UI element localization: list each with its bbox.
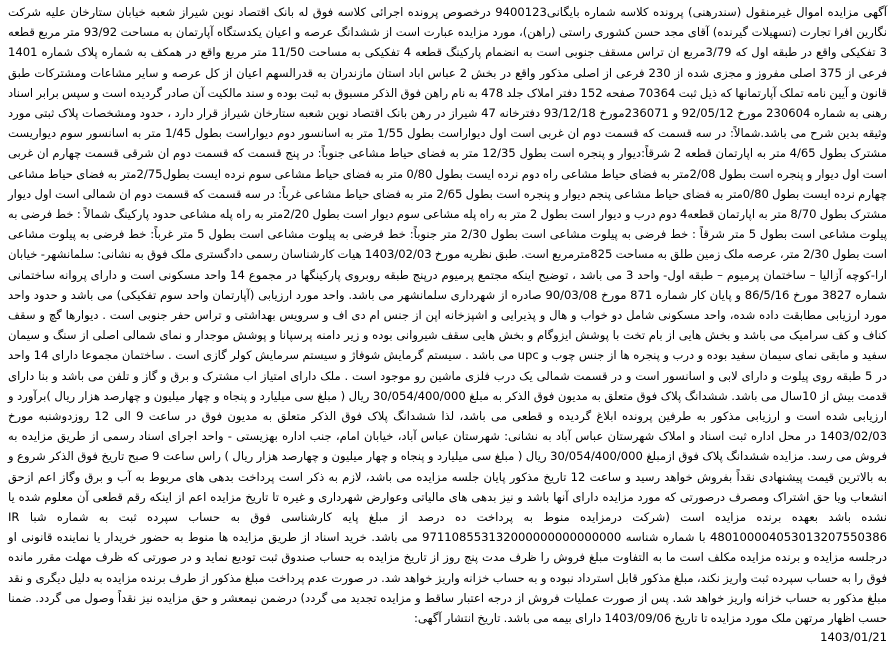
publish-date: 1403/01/21: [820, 630, 887, 645]
auction-notice-text: آگهی مزایده اموال غیرمنقول (سندرهنی) پرونده کلاسه شماره بایگانی9400123 درخصوص پرونده اجرائی کلاسه فوق له بانک اقتصاد نوین شیراز شعبه خیابان ستارخان علیه شرکت نگارین افرا تجارت (تسهیلات گیرنده) آقای مجد حسن کشوری راستی (راهن)، مورد مزایده عبارت است از ششدانگ عرصه و اعیان یکدستگاه آپارتمان به مساحت 93/92 متر مربع قطعه 3 تفکیکی واقع در طبقه اول که 3/79مربع ان تراس مسقف جنوبی است به انضمام پارکینگ قطعه 4 تفکیکی به مساحت 11/50 متر مربع واقع در همکف به شماره پلاک شماره 1401 فرعی از 375 اصلی مفروز و مجزی شده از 230 فرعی از اصلی مذکور واقع در بخش 2 عباس اباد استان مازندران به قدرالسهم اعیان از کل عرصه و سایر مشاعات ومشترکات طبق قانون و آیین نامه تملک آپارتمانها که ذیل ثبت 70364 صفحه 152 دفتر املاک جلد 478 به نام راهن فوق الذکر مسبوق به ثبت بوده و سند مالکیت آن صادر گردیده است و سپس برابر اسناد رهنی به شماره 230604 مورخ 92/05/12 و 236071مورخ 93/12/18 دفترخانه 47 شیراز در رهن بانک اقتصاد نوین شعبه ستارخان شیراز قرار دارد ، حدود ومشخصات پلاک ثبتی مورد وثیقه بدین شرح می باشد.شمالاً: در سه قسمت که قسمت دوم ان غربی است اول دیواراست بطول 1/55 متر به اسانسور دوم دیواراست بطول 1/45 متر به اسانسور سوم دیواریست مشترک بطول 4/65 متر به اپارتمان قطعه 2 شرقاً:دیوار و پنجره است بطول 12/35 متر به فضای حیاط مشاعی جنوباً: در پنج قسمت که قسمت دوم ان شرقی قسمت چهارم ان غربی است اول دیوار و پنجره است بطول 2/08متر به فضای حیاط مشاعی راه دوم نرده ایست بطول 0/80 متر به فضای حیاط مشاعی سوم نرده ایست بطول2/75متر به فضای حیاط مشاعی چهارم نرده ایست بطول 0/80متر به فضای حیاط مشاعی پنجم دیوار و پنجره است بطول 2/65 متر به فضای حیاط مشاعی غرباً: در سه قسمت که قسمت دوم ان شمالی است اول دیوار مشترک بطول 8/70 متر به اپارتمان قطعه4 دوم درب و دیوار است بطول 2 متر به راه پله مشاعی سوم دیوار است بطول 2/20متر به راه پله مشاعی حدود پارکینگ شمالاً : خط فرضی به پیلوت مشاعی است بطول 5 متر شرقاً : خط فرضی به پیلوت مشاعی است بطول 2/30 متر جنوباً: خط فرضی به پیلوت مشاعی است بطول 5 متر غرباً: خط فرضی به پیلوت مشاعی است بطول 2/30 متر، عرصه ملک زمین طلق به مساحت 825مترمربع است. طبق نظریه مورخ 1403/02/03 هیات کارشناسان رسمی دادگستری ملک فوق به نشانی: سلمانشهر- خیابان ارا-کوچه آزالیا – ساختمان پرمیوم – طبقه اول- واحد 3 می باشد ، توضیح اینکه مجتمع پرمیوم درپنج طبقه روبروی پارکینگها در مجموع 14 واحد مسکونی است و دارای پروانه ساختمانی شماره 3827 مورخ 86/5/16 و پایان کار شماره 871 مورخ 90/03/08 صادره از شهرداری سلمانشهر می باشد. واحد مورد ارزیابی (آپارتمان واحد سوم تفکیکی) می باشد و حدود واحد مورد ارزیابی مطابقت داده شده، واحد مسکونی شامل دو خواب و هال و پذیرایی و اشپزخانه اپن از جنس ام دی اف و سرویس بهداشتی و تراس حفر جنوبی است . دیوارها گچ و سقف کناف و کف سرامیک می باشد و بخش هایی از بام تخت با پوشش ایزوگام و بخش هایی سقف شیروانی بوده و زیر دامنه پرسپانا و پوشش موجدار و نمای شمالی اصلی از سنگ و سیمان سفید و مابقی نمای سیمان سفید بوده و درب و پنجره ها از جنس چوب و upc می باشد . سیستم گرمایش شوفاژ و سیستم سرمایش کولر گازی است . ساختمان مجموعا دارای 14 واحد در 5 طبقه روی پیلوت و دارای لابی و اسانسور است و در قسمت شمالی یک درب فلزی ماشین رو موجود است . ملک دارای امتیاز اب مشترک و برق و گاز و تلفن می باشد و بنا دارای قدمت بیش از 10سال می باشد. ششدانگ پلاک فوق متعلق به مدیون فوق الذکر به مبلغ 30/054/400/000 ریال ( مبلغ سی میلیارد و پنجاه و چهار میلیون و چهارصد هزار ریال )برآورد و ارزیابی شده است و ارزیابی مذکور به طرفین پرونده ابلاغ گردیده و قطعی می باشد، لذا ششدانگ پلاک فوق الذکر متعلق به مدیون فوق در ساعت 9 الی 12 روزدوشنبه مورخ 1403/02/03 در محل اداره ثبت اسناد و املاک شهرستان عباس آباد به نشانی: شهرستان عباس آباد، خیابان امام، جنب اداره بهزیستی - واحد اجرای اسناد رسمی از طریق مزایده به فروش می رسد. مزایده ششدانگ پلاک فوق ازمبلغ 30/054/400/000 ریال ( مبلغ سی میلیارد و پنجاه و چهار میلیون و چهارصد هزار ریال ) راس ساعت 9 صبح تاریخ فوق الذکر شروع و به بالاترین قیمت پیشنهادی نقداً بفروش خواهد رسید و ساعت 12 تاریخ مذکور پایان جلسه مزایده می باشد، لازم به ذکر است پرداخت بدهی های مربوط به آب و برق وگاز اعم ازحق انشعاب ویا حق اشتراک ومصرف درصورتی که مورد مزایده دارای آنها باشد و نیز بدهی های مالیاتی وعوارض شهرداری و غیره تا تاریخ مزایده اعم از اینکه رقم قطعی آن معلوم شده یا نشده باشد بعهده برنده مزایده است (شرکت درمزایده منوط به پرداخت ده درصد از مبلغ پایه کارشناسی فوق به حساب سپرده ثبت به شماره شبا IR 480100004053013207550386 با شماره شناسه 971108553132000000000000000 می باشد. خرید اسناد از طریق مزایده ها منوط به حضور خریدار یا نماینده قانونی او درجلسه مزایده و برنده مزایده مکلف است ما به التفاوت مبلغ فروش را ظرف مدت پنج روز از تاریخ مزایده به حساب صندوق ثبت تودیع نماید و در صورتی که ظرف مهلت مقرر مانده فوق را به حساب سپرده ثبت واریز نکند، مبلغ مذکور قابل استرداد نبوده و به حساب خزانه واریز خواهد شد. در صورت عدم پرداخت مبلغ مذکور از طرف برنده مزایده به دلیل دیگری و نقد مبلغ مذکور به حساب خزانه واریز خواهد شد. پس از صورت عملیات فروش از درجه اعتبار ساقط و مزایده تجدید می گردد) درضمن نیمعشر و حق مزایده نیز نقداً وصول می گردد. ضمنا حسب اظهار مرتهن ملک مورد مزایده تا تاریخ 1403/09/06 دارای بیمه می باشد. تاریخ انتشار آگهی:: [8, 5, 888, 626]
